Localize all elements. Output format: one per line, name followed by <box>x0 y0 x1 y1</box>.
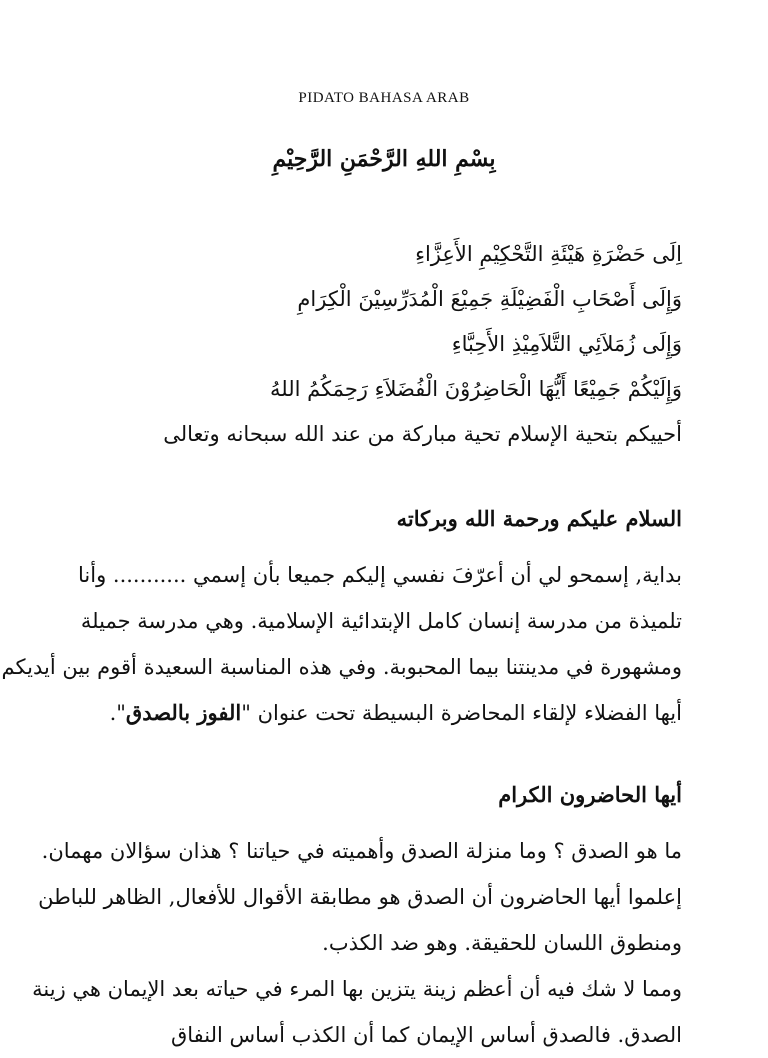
paragraph-line: الصدق. فالصدق أساس الإيمان كما أن الكذب أساس النفاق <box>170 1023 682 1047</box>
paragraph-line-end: ". <box>109 701 126 725</box>
paragraph-line-text: أيها الفضلاء لإلقاء المحاضرة البسيطة تحت عنوان " <box>241 701 682 725</box>
basmala: بِسْمِ اللهِ الرَّحْمَنِ الرَّحِيْمِ <box>272 146 496 172</box>
salutation-lines <box>92 232 682 457</box>
paragraph-line: إعلموا أيها الحاضرون أن الصدق هو مطابقة الأقوال للأفعال, الظاهر للباطن <box>38 885 682 909</box>
paragraph-line: ومشهورة في مدينتنا بيما المحبوبة. وفي هذه المناسبة السعيدة أقوم بين أيديكم <box>1 655 682 679</box>
intro-paragraph <box>1 552 682 736</box>
paragraph-line: بداية, إسمحو لي أن أعرّفَ نفسي إليكم جميعا بأن إسمي ........... وأنا <box>78 563 682 587</box>
paragraph-line-title <box>92 690 682 736</box>
paragraph-line: ما هو الصدق ؟ وما منزلة الصدق وأهميته في حياتنا ؟ هذان سؤالان مهمان. <box>41 839 682 863</box>
body-paragraph <box>32 828 682 1058</box>
salutation-line: وَإِلَيْكُمْ جَمِيْعًا أَيُّهَا الْحَاضِرُوْنَ الْفُضَلاَءِ رَحِمَكُمُ اللهُ <box>269 377 682 401</box>
document-title: PIDATO BAHASA ARAB <box>298 90 470 106</box>
greeting-heading: السلام عليكم ورحمة الله وبركاته <box>396 506 682 531</box>
salutation-line: وَإِلَى أَصْحَابِ الْفَضِيْلَةِ جَمِيْعَ الْمُدَرِّسِيْنَ الْكِرَامِ <box>297 287 682 311</box>
speech-title: الفوز بالصدق <box>125 700 242 725</box>
salutation-line: أحييكم بتحية الإسلام تحية مباركة من عند الله سبحانه وتعالى <box>163 422 682 446</box>
section-heading: أيها الحاضرون الكرام <box>498 782 682 807</box>
paragraph-line: تلميذة من مدرسة إنسان كامل الإبتدائية الإسلامية. وهي مدرسة جميلة <box>80 609 682 633</box>
paragraph-line: ومما لا شك فيه أن أعظم زينة يتزين بها المرء في حياته بعد الإيمان هي زينة <box>32 977 682 1001</box>
paragraph-line: ومنطوق اللسان للحقيقة. وهو ضد الكذب. <box>322 931 682 955</box>
salutation-line: وَإِلَى زُمَلاَئِي التَّلاَمِيْذِ الأَحِبَّاءِ <box>451 332 682 356</box>
salutation-line: اِلَى حَضْرَةِ هَيْئَةِ التَّحْكِيْمِ الأَعِزَّاءِ <box>415 242 682 266</box>
